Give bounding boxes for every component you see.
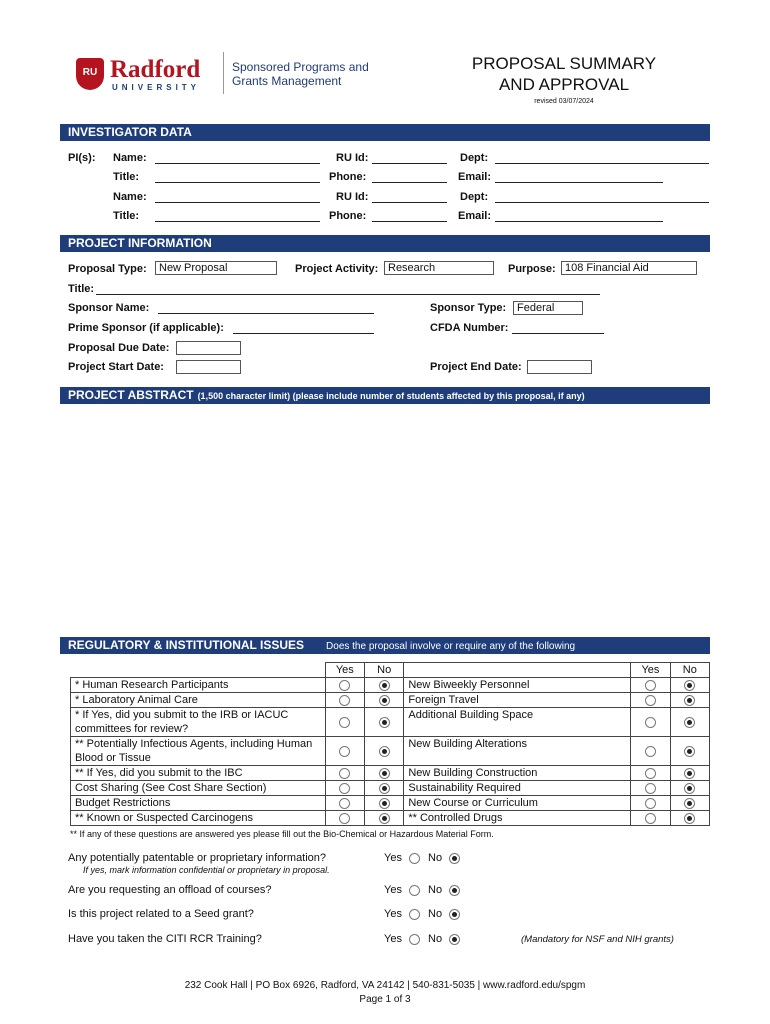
issue-left-text: ** Known or Suspected Carcinogens xyxy=(71,811,326,826)
question-no-radio[interactable] xyxy=(449,934,460,945)
left-no-radio[interactable] xyxy=(379,798,390,809)
prime-sponsor-field[interactable] xyxy=(233,322,374,334)
table-row xyxy=(71,766,710,781)
question-no-radio[interactable] xyxy=(449,885,460,896)
left-no-radio[interactable] xyxy=(379,783,390,794)
pi1-email-field[interactable] xyxy=(495,171,663,183)
left-no-radio[interactable] xyxy=(379,768,390,779)
prime-sponsor-label: Prime Sponsor (if applicable): xyxy=(68,322,224,334)
question-answer: Yes No xyxy=(384,933,460,945)
left-yes-radio[interactable] xyxy=(339,680,350,691)
title-label: Title: xyxy=(68,283,95,295)
sponsor-type-label: Sponsor Type: xyxy=(430,302,507,314)
right-yes-radio[interactable] xyxy=(645,768,656,779)
issue-right-text: New Biweekly Personnel xyxy=(404,678,631,693)
table-row xyxy=(71,708,710,737)
question-yes-radio[interactable] xyxy=(409,909,420,920)
left-yes-radio[interactable] xyxy=(339,813,350,824)
left-no-radio[interactable] xyxy=(379,746,390,757)
pi1-name-label: Name: xyxy=(113,152,147,164)
issue-right-text: New Building Alterations xyxy=(404,737,631,766)
pi1-dept-label: Dept: xyxy=(460,152,489,164)
pis-label: PI(s): xyxy=(68,152,96,164)
left-no-radio[interactable] xyxy=(379,717,390,728)
investigator-header: INVESTIGATOR DATA xyxy=(60,124,710,141)
issue-right-text: Sustainability Required xyxy=(404,781,631,796)
question-answer: Yes No xyxy=(384,884,460,896)
left-yes-radio[interactable] xyxy=(339,783,350,794)
pi2-dept-label: Dept: xyxy=(460,191,489,203)
pi2-title-label: Title: xyxy=(113,210,140,222)
issue-left-text: Cost Sharing (See Cost Share Section) xyxy=(71,781,326,796)
issue-left-text: * Human Research Participants xyxy=(71,678,326,693)
no-header-right: No xyxy=(670,663,709,678)
left-yes-radio[interactable] xyxy=(339,695,350,706)
question-no-radio[interactable] xyxy=(449,909,460,920)
right-no-radio[interactable] xyxy=(684,783,695,794)
regulatory-table xyxy=(70,662,710,826)
dept-name-1: Sponsored Programs and xyxy=(232,60,369,74)
right-yes-radio[interactable] xyxy=(645,798,656,809)
pi1-title-label: Title: xyxy=(113,171,140,183)
right-no-radio[interactable] xyxy=(684,798,695,809)
issue-left-text: ** If Yes, did you submit to the IBC xyxy=(71,766,326,781)
right-no-radio[interactable] xyxy=(684,746,695,757)
pi2-phone-field[interactable] xyxy=(372,210,447,222)
question-answer: Yes No xyxy=(384,852,460,864)
right-yes-radio[interactable] xyxy=(645,717,656,728)
pi1-email-label: Email: xyxy=(458,171,492,183)
abstract-textarea[interactable] xyxy=(60,405,710,631)
sponsor-type-field[interactable]: Federal xyxy=(513,301,583,315)
issue-left-text: Budget Restrictions xyxy=(71,796,326,811)
issue-right-text: New Building Construction xyxy=(404,766,631,781)
regulatory-header: REGULATORY & INSTITUTIONAL ISSUES Does the proposal involve or require any of the following xyxy=(60,637,710,654)
question-yes-radio[interactable] xyxy=(409,934,420,945)
pi2-name-label: Name: xyxy=(113,191,147,203)
revised-date: revised 03/07/2024 xyxy=(534,98,594,105)
left-no-radio[interactable] xyxy=(379,680,390,691)
footer-page: Page 1 of 3 xyxy=(359,994,411,1005)
issue-left-text: * If Yes, did you submit to the IRB or IACUC committees for review? xyxy=(71,708,326,737)
due-date-label: Proposal Due Date: xyxy=(68,342,170,354)
pi2-dept-field[interactable] xyxy=(495,191,709,203)
start-date-field[interactable] xyxy=(176,360,241,374)
issue-right-text: Additional Building Space xyxy=(404,708,631,737)
question-no-radio[interactable] xyxy=(449,853,460,864)
logo-divider xyxy=(223,52,224,94)
left-yes-radio[interactable] xyxy=(339,717,350,728)
right-no-radio[interactable] xyxy=(684,768,695,779)
footer-address: 232 Cook Hall | PO Box 6926, Radford, VA 24142 | 540-831-5035 | www.radford.edu/spgm xyxy=(184,980,586,991)
start-date-label: Project Start Date: xyxy=(68,361,164,373)
issue-right-text: Foreign Travel xyxy=(404,693,631,708)
question-yes-radio[interactable] xyxy=(409,853,420,864)
pi2-email-field[interactable] xyxy=(495,210,663,222)
pi1-name-field[interactable] xyxy=(155,152,320,164)
right-yes-radio[interactable] xyxy=(645,813,656,824)
right-no-radio[interactable] xyxy=(684,813,695,824)
issue-left-text: * Laboratory Animal Care xyxy=(71,693,326,708)
yes-header-right: Yes xyxy=(631,663,670,678)
shield-icon: RU xyxy=(76,58,104,90)
page-title-2: AND APPROVAL xyxy=(498,75,630,94)
pi2-title-field[interactable] xyxy=(155,210,320,222)
question-citi: Have you taken the CITI RCR Training? xyxy=(68,933,262,945)
right-no-radio[interactable] xyxy=(684,717,695,728)
pi2-email-label: Email: xyxy=(458,210,492,222)
project-activity-field[interactable]: Research xyxy=(384,261,494,275)
pi1-title-field[interactable] xyxy=(155,171,320,183)
end-date-field[interactable] xyxy=(527,360,592,374)
table-row xyxy=(71,678,710,693)
table-row xyxy=(71,811,710,826)
logo xyxy=(76,56,216,96)
table-row xyxy=(71,737,710,766)
sponsor-name-label: Sponsor Name: xyxy=(68,302,150,314)
proposal-type-label: Proposal Type: xyxy=(68,263,147,275)
logo-sub: UNIVERSITY xyxy=(112,83,201,92)
pi1-ruid-field[interactable] xyxy=(372,152,447,164)
table-row xyxy=(71,796,710,811)
pi2-name-field[interactable] xyxy=(155,191,320,203)
project-info-header: PROJECT INFORMATION xyxy=(60,235,710,252)
no-header-left: No xyxy=(365,663,404,678)
left-no-radio[interactable] xyxy=(379,813,390,824)
yes-header-left: Yes xyxy=(325,663,364,678)
question-offload: Are you requesting an offload of courses? xyxy=(68,884,272,896)
end-date-label: Project End Date: xyxy=(430,361,522,373)
right-no-radio[interactable] xyxy=(684,695,695,706)
dept-name-2: Grants Management xyxy=(232,74,342,88)
left-yes-radio[interactable] xyxy=(339,746,350,757)
question-patent: Any potentially patentable or proprietary information? xyxy=(68,852,327,864)
question-seed: Is this project related to a Seed grant? xyxy=(68,908,254,920)
pi1-ruid-label: RU Id: xyxy=(336,152,369,164)
right-yes-radio[interactable] xyxy=(645,783,656,794)
question-yes-radio[interactable] xyxy=(409,885,420,896)
cfda-label: CFDA Number: xyxy=(430,322,509,334)
left-yes-radio[interactable] xyxy=(339,798,350,809)
regulatory-footnote: ** If any of these questions are answered yes please fill out the Bio-Chemical or Hazardous Material Form. xyxy=(70,829,494,839)
pi2-ruid-label: RU Id: xyxy=(336,191,369,203)
table-row xyxy=(71,693,710,708)
pi2-phone-label: Phone: xyxy=(329,210,367,222)
purpose-label: Purpose: xyxy=(508,263,556,275)
page-title-1: PROPOSAL SUMMARY xyxy=(471,54,657,73)
title-field[interactable] xyxy=(96,283,600,295)
issue-left-text: ** Potentially Infectious Agents, including Human Blood or Tissue xyxy=(71,737,326,766)
left-yes-radio[interactable] xyxy=(339,768,350,779)
abstract-header: PROJECT ABSTRACT (1,500 character limit) (please include number of students affected by this proposal, if any) xyxy=(60,387,710,404)
due-date-field[interactable] xyxy=(176,341,241,355)
question-patent-sub: If yes, mark information confidential or proprietary in proposal. xyxy=(83,865,330,875)
right-no-radio[interactable] xyxy=(684,680,695,691)
logo-name: Radford xyxy=(110,56,201,83)
project-activity-label: Project Activity: xyxy=(295,263,379,275)
purpose-field[interactable]: 108 Financial Aid xyxy=(561,261,697,275)
pi1-phone-field[interactable] xyxy=(372,171,447,183)
table-row xyxy=(71,781,710,796)
right-yes-radio[interactable] xyxy=(645,680,656,691)
question-answer: Yes No xyxy=(384,908,460,920)
right-yes-radio[interactable] xyxy=(645,746,656,757)
right-yes-radio[interactable] xyxy=(645,695,656,706)
cfda-field[interactable] xyxy=(512,322,604,334)
pi1-dept-field[interactable] xyxy=(495,152,709,164)
issue-right-text: New Course or Curriculum xyxy=(404,796,631,811)
proposal-type-field[interactable]: New Proposal xyxy=(155,261,277,275)
issue-right-text: ** Controlled Drugs xyxy=(404,811,631,826)
left-no-radio[interactable] xyxy=(379,695,390,706)
pi2-ruid-field[interactable] xyxy=(372,191,447,203)
pi1-phone-label: Phone: xyxy=(329,171,367,183)
sponsor-name-field[interactable] xyxy=(158,302,374,314)
citi-note: (Mandatory for NSF and NIH grants) xyxy=(521,934,674,945)
